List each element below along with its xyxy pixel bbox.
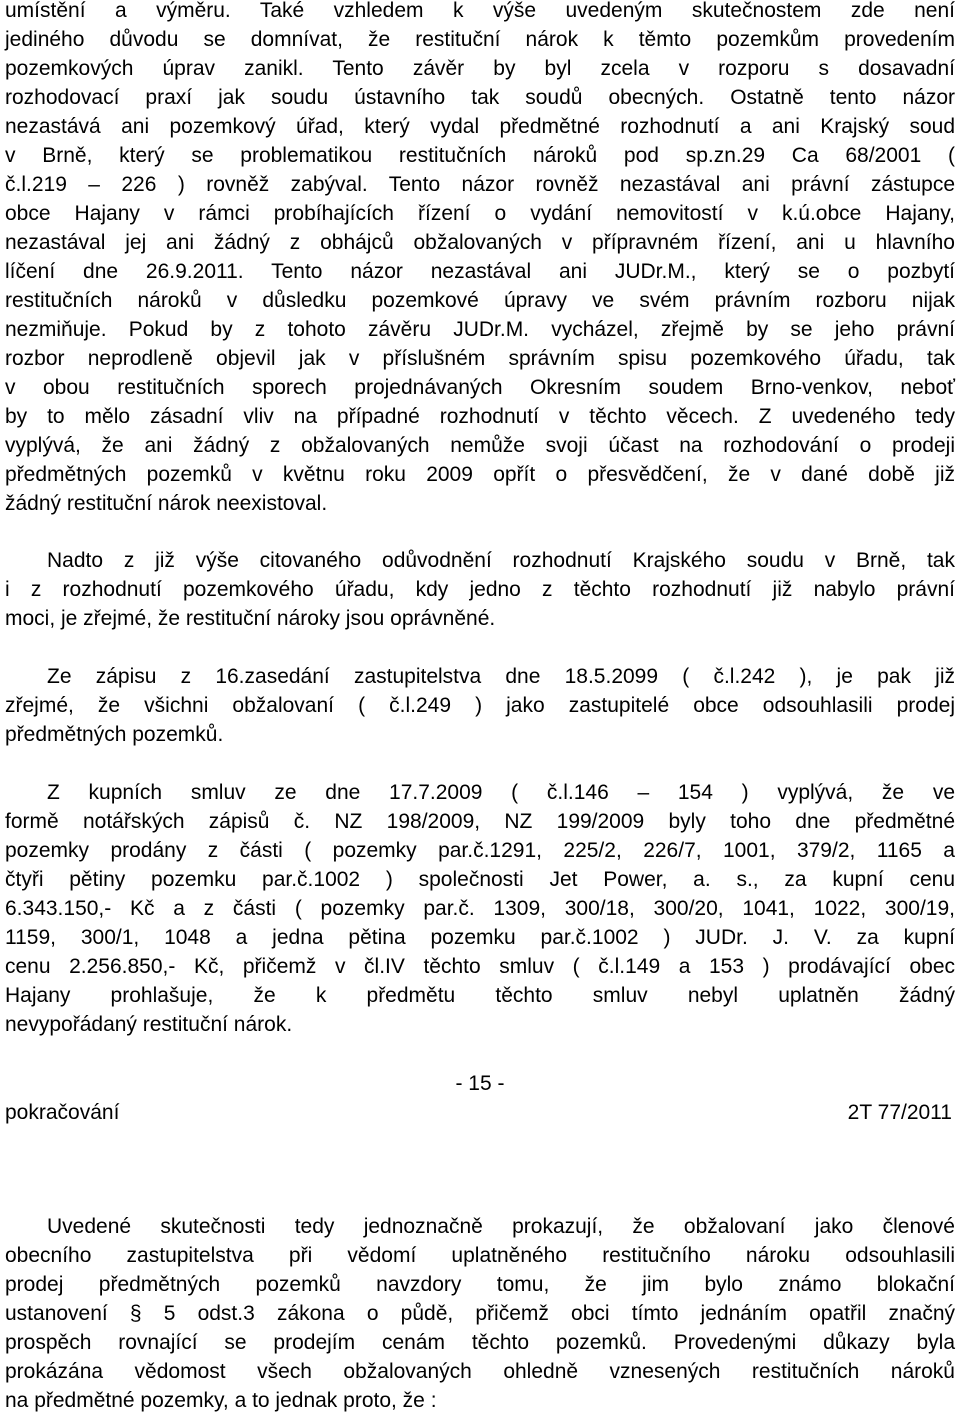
text-line: obce Hajany v rámci probíhajících řízení o vydání nemovitostí v k.ú.obce Hajany,	[5, 202, 955, 225]
text-line: ustanovení § 5 odst.3 zákona o půdě, přičemž obci tímto jednáním opatřil značný	[5, 1302, 955, 1325]
paragraph-1	[5, 0, 955, 518]
text-line: předmětných pozemků v květnu roku 2009 opřít o přesvědčení, že v dané době již	[5, 463, 955, 486]
paragraph-4	[5, 778, 955, 1039]
text-line: žádný restituční nárok neexistoval.	[5, 492, 328, 515]
paragraph-3	[5, 662, 955, 749]
text-line: umístění a výměru. Také vzhledem k výše uvedeným skutečnostem zde není	[5, 0, 955, 22]
text-line: formě notářských zápisů č. NZ 198/2009, NZ 199/2009 byly toho dne předmětné	[5, 810, 955, 833]
text-line: Nadto z již výše citovaného odůvodnění rozhodnutí Krajského soudu v Brně, tak	[47, 549, 955, 572]
text-line: Z kupních smluv ze dne 17.7.2009 ( č.l.146 – 154 ) vyplývá, že ve	[47, 781, 955, 804]
text-line: vyplývá, že ani žádný z obžalovaných nemůže svoji účast na rozhodování o prodeji	[5, 434, 955, 457]
footer-case-number: 2T 77/2011	[847, 1101, 952, 1124]
text-line: cenu 2.256.850,- Kč, přičemž v čl.IV těchto smluv ( č.l.149 a 153 ) prodávající obec	[5, 955, 955, 978]
text-line: zřejmé, že všichni obžalovaní ( č.l.249 ) jako zastupitelé obce odsouhlasili prodej	[5, 694, 955, 717]
text-line: Ze zápisu z 16.zasedání zastupitelstva dne 18.5.2099 ( č.l.242 ), je pak již	[47, 665, 955, 688]
text-line: pozemky prodány z části ( pozemky par.č.1291, 225/2, 226/7, 1001, 379/2, 1165 a	[5, 839, 955, 862]
text-line: pozemkových úprav zanikl. Tento závěr by byl zcela v rozporu s dosavadní	[5, 57, 955, 80]
text-line: obecního zastupitelstva při vědomí uplatněného restitučního nároku odsouhlasili	[5, 1244, 955, 1267]
text-line: by to mělo zásadní vliv na případné rozhodnutí v těchto věcech. Z uvedeného tedy	[5, 405, 955, 428]
text-line: předmětných pozemků.	[5, 723, 224, 746]
text-line: Hajany prohlašuje, že k předmětu těchto smluv nebyl uplatněn žádný	[5, 984, 955, 1007]
text-line: restitučních nároků v důsledku pozemkové úpravy ve svém právním rozboru nijak	[5, 289, 955, 312]
paragraph-2	[5, 546, 955, 633]
text-line: i z rozhodnutí pozemkového úřadu, kdy jedno z těchto rozhodnutí již nabylo právní	[5, 578, 955, 601]
text-line: moci, je zřejmé, že restituční nároky jsou oprávněné.	[5, 607, 496, 630]
text-line: líčení dne 26.9.2011. Tento názor nezastával ani JUDr.M., který se o pozbytí	[5, 260, 955, 283]
text-line: 1159, 300/1, 1048 a jedna pětina pozemku par.č.1002 ) JUDr. J. V. za kupní	[5, 926, 955, 949]
footer-continuation-label: pokračování	[5, 1101, 120, 1124]
text-line: nevypořádaný restituční nárok.	[5, 1013, 293, 1036]
text-line: v Brně, který se problematikou restitučních nároků pod sp.zn.29 Ca 68/2001 (	[5, 144, 955, 167]
text-line: na předmětné pozemky, a to jednak proto, že :	[5, 1389, 437, 1412]
text-line: nezmiňuje. Pokud by z tohoto závěru JUDr.M. vycházel, zřejmě by se jeho právní	[5, 318, 955, 341]
paragraph-5	[5, 1212, 955, 1415]
text-line: jediného důvodu se domnívat, že restituční nárok k těmto pozemkům provedením	[5, 28, 955, 51]
text-line: nezastával jej ani žádný z obhájců obžalovaných v přípravném řízení, ani u hlavního	[5, 231, 955, 254]
text-line: Uvedené skutečnosti tedy jednoznačně prokazují, že obžalovaní jako členové	[47, 1215, 955, 1238]
text-line: rozhodovací praxí jak soudu ústavního tak soudů obecných. Ostatně tento názor	[5, 86, 955, 109]
page-number: - 15 -	[455, 1072, 505, 1095]
text-line: 6.343.150,- Kč a z části ( pozemky par.č. 1309, 300/18, 300/20, 1041, 1022, 300/19,	[5, 897, 955, 920]
text-line: nezastává ani pozemkový úřad, který vydal předmětné rozhodnutí a ani Krajský soud	[5, 115, 955, 138]
text-line: prospěch rovnající se prodejím cenám těchto pozemků. Provedenými důkazy byla	[5, 1331, 955, 1354]
text-line: prokázána vědomost všech obžalovaných ohledně vznesených restitučních nároků	[5, 1360, 955, 1383]
text-line: v obou restitučních sporech projednávaných Okresním soudem Brno-venkov, neboť	[5, 376, 955, 399]
text-line: rozbor neprodleně objevil jak v příslušném správním spisu pozemkového úřadu, tak	[5, 347, 955, 370]
text-line: č.l.219 – 226 ) rovněž zabýval. Tento názor rovněž nezastával ani právní zástupce	[5, 173, 955, 196]
text-line: čtyři pětiny pozemku par.č.1002 ) společnosti Jet Power, a. s., za kupní cenu	[5, 868, 955, 891]
text-line: prodej předmětných pozemků navzdory tomu, že jim bylo známo blokační	[5, 1273, 955, 1296]
